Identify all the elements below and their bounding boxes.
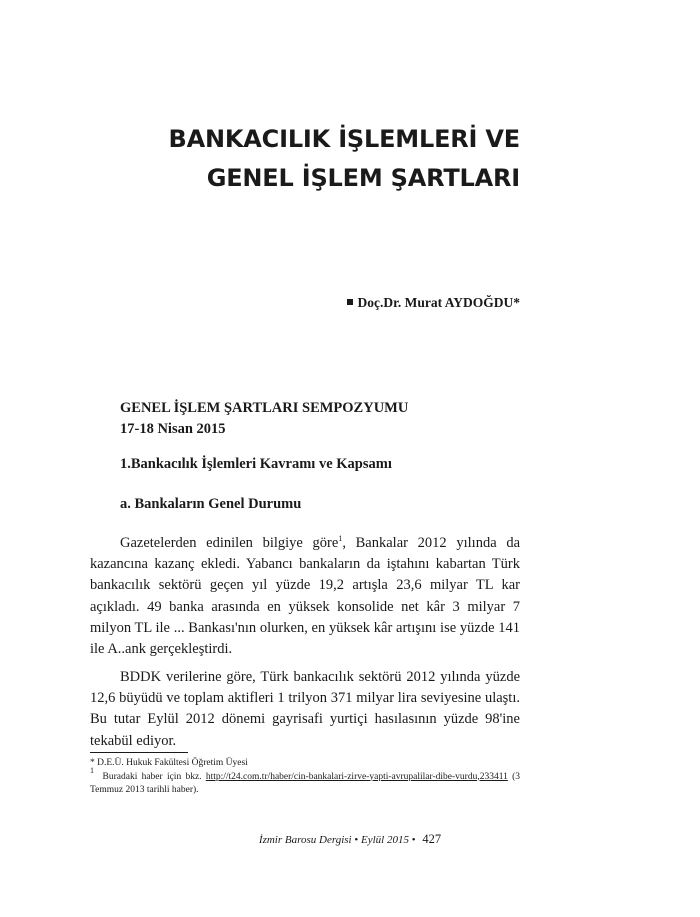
symposium-name: GENEL İŞLEM ŞARTLARI SEMPOZYUMU	[120, 400, 409, 416]
footnote-1-link[interactable]: http://t24.com.tr/haber/cin-bankalari-zirve-yapti-avrupalilar-dibe-vurdu,233411	[205, 771, 508, 782]
article-title	[90, 120, 520, 198]
symposium-block	[120, 398, 408, 440]
paragraph-2: BDDK verilerine göre, Türk bankacılık sektörü 2012 yılında yüzde 12,6 büyüdü ve toplam aktifleri 1 trilyon 371 milyar lira seviyesine ulaştı. Bu tutar Eylül 2012 dönemi gayrisafi yurtiçi hasılasının yüzde 98'ine tekabül ediyor.	[90, 669, 520, 749]
page-number: 427	[422, 832, 442, 846]
journal-issue: Eylül 2015	[360, 834, 409, 846]
footnotes	[90, 757, 520, 798]
paragraph-1-rest: , Bankalar 2012 yılında da kazancına kazanç ekledi. Yabancı bankaların da iştahını kabartan Türk bankacılık sektörü geçen yıl yüzde 19,2 artışla 23,6 milyar TL kar açıkladı. 49 banka arasında en yüksek konsolide net kâr 3 milyar 7 milyon TL ile ... Bankası'nın olurken, en yüksek kâr artışını ise yüzde 141 ile A..ank gerçekleştirdi.	[90, 535, 521, 658]
footnote-1	[90, 765, 521, 798]
symposium-date: 17-18 Nisan 2015	[120, 421, 226, 437]
footnote-reference[interactable]: 1	[338, 534, 343, 543]
paragraph-1	[90, 533, 520, 660]
section-heading: 1.Bankacılık İşlemleri Kavramı ve Kapsamı	[120, 456, 392, 472]
paragraph-1-start: Gazetelerden edinilen bilgiye göre	[120, 535, 339, 551]
bullet-square-icon	[347, 299, 353, 305]
footnote-1-number: 1	[90, 765, 94, 775]
footer-separator-2: •	[411, 834, 416, 846]
journal-name: İzmir Barosu Dergisi	[258, 834, 352, 846]
footnote-1-text: Buradaki haber için bkz.	[102, 771, 202, 782]
footnote-author: * D.E.Ü. Hukuk Fakültesi Öğretim Üyesi	[90, 758, 248, 768]
title-line-1: BANKACILIK İŞLEMLERİ VE	[168, 125, 520, 153]
title-line-2: GENEL İŞLEM ŞARTLARI	[206, 164, 520, 192]
author-line	[347, 295, 521, 311]
footnote-1-date: (3 Temmuz 2013 tarihli haber).	[90, 771, 521, 795]
footer-separator-1: •	[354, 834, 359, 846]
footnote-divider	[90, 752, 188, 753]
subsection-heading: a. Bankaların Genel Durumu	[120, 496, 302, 512]
page-footer	[0, 832, 700, 847]
author-name: Doç.Dr. Murat AYDOĞDU*	[357, 295, 520, 310]
